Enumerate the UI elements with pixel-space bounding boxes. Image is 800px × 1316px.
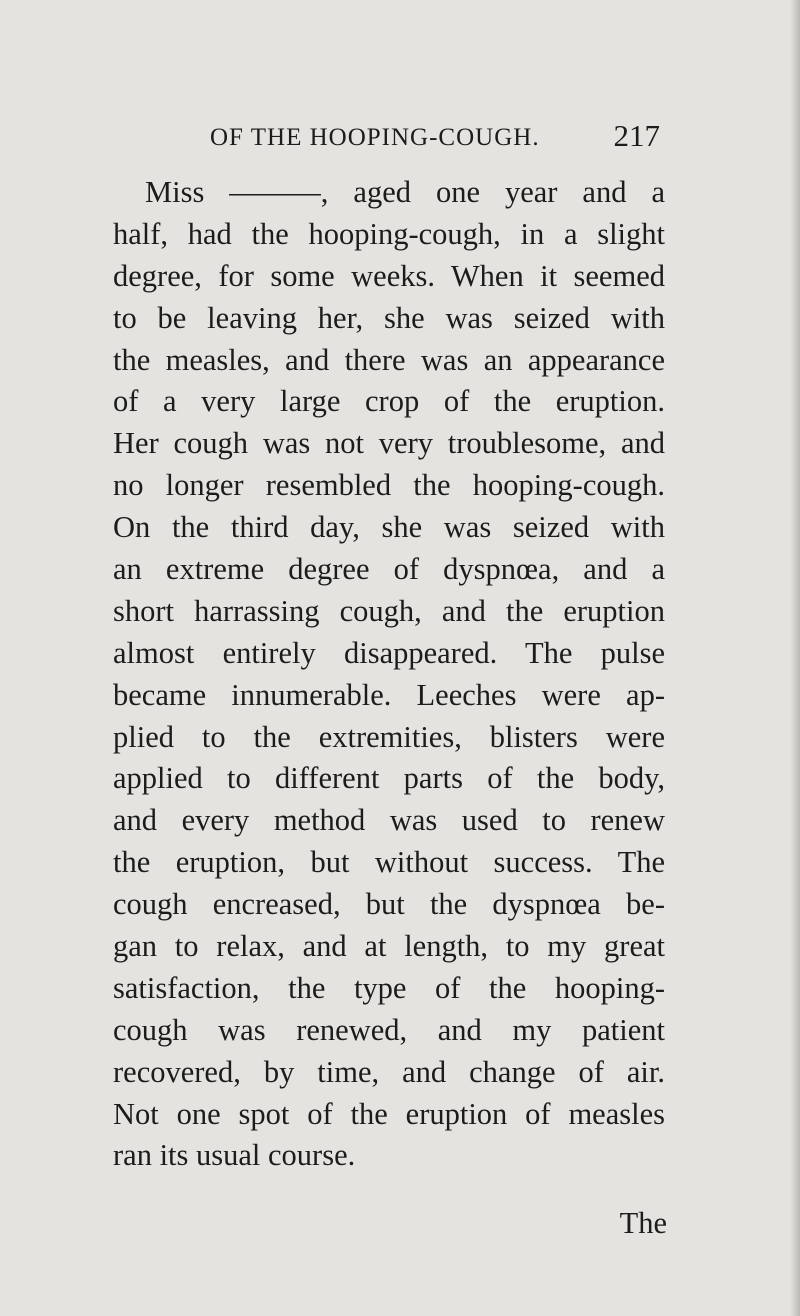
text-line: no longer resembled the hooping-cough.: [113, 468, 665, 503]
text-line: ran its usual course.: [113, 1138, 356, 1173]
text-line: Not one spot of the eruption of measles: [113, 1096, 665, 1131]
catchword: The: [619, 1206, 667, 1240]
text-line: became innumerable. Leeches were ap-: [113, 677, 665, 712]
text-line: recovered, by time, and change of air.: [113, 1054, 665, 1089]
text-line: cough was renewed, and my patient: [113, 1012, 665, 1047]
text-line: On the third day, she was seized with: [113, 510, 665, 545]
page-number: 217: [613, 118, 660, 153]
text-line: to be leaving her, she was seized with: [113, 300, 665, 335]
running-head: OF THE HOOPING-COUGH.: [210, 124, 540, 151]
text-line: short harrassing cough, and the eruption: [113, 593, 665, 628]
text-line: an extreme degree of dyspnœa, and a: [113, 552, 665, 587]
page-edge-shadow: [790, 0, 800, 1316]
text-line: cough encreased, but the dyspnœa be-: [113, 887, 665, 922]
text-line: half, had the hooping-cough, in a slight: [113, 216, 665, 251]
text-line: gan to relax, and at length, to my great: [113, 929, 665, 964]
text-line: almost entirely disappeared. The pulse: [113, 635, 665, 670]
text-line: and every method was used to renew: [113, 803, 665, 838]
text-line: the eruption, but without success. The: [113, 845, 665, 880]
page-header: [210, 118, 660, 158]
text-line: satisfaction, the type of the hooping-: [113, 970, 665, 1005]
text-line: Her cough was not very troublesome, and: [113, 426, 665, 461]
text-line: of a very large crop of the eruption.: [113, 384, 665, 419]
body-paragraph: [113, 172, 665, 1177]
text-line: Miss ———, aged one year and a: [145, 175, 665, 209]
text-line: the measles, and there was an appearance: [113, 342, 665, 377]
text-line: applied to different parts of the body,: [113, 761, 665, 796]
text-line: degree, for some weeks. When it seemed: [113, 258, 665, 293]
text-line: plied to the extremities, blisters were: [113, 719, 665, 754]
